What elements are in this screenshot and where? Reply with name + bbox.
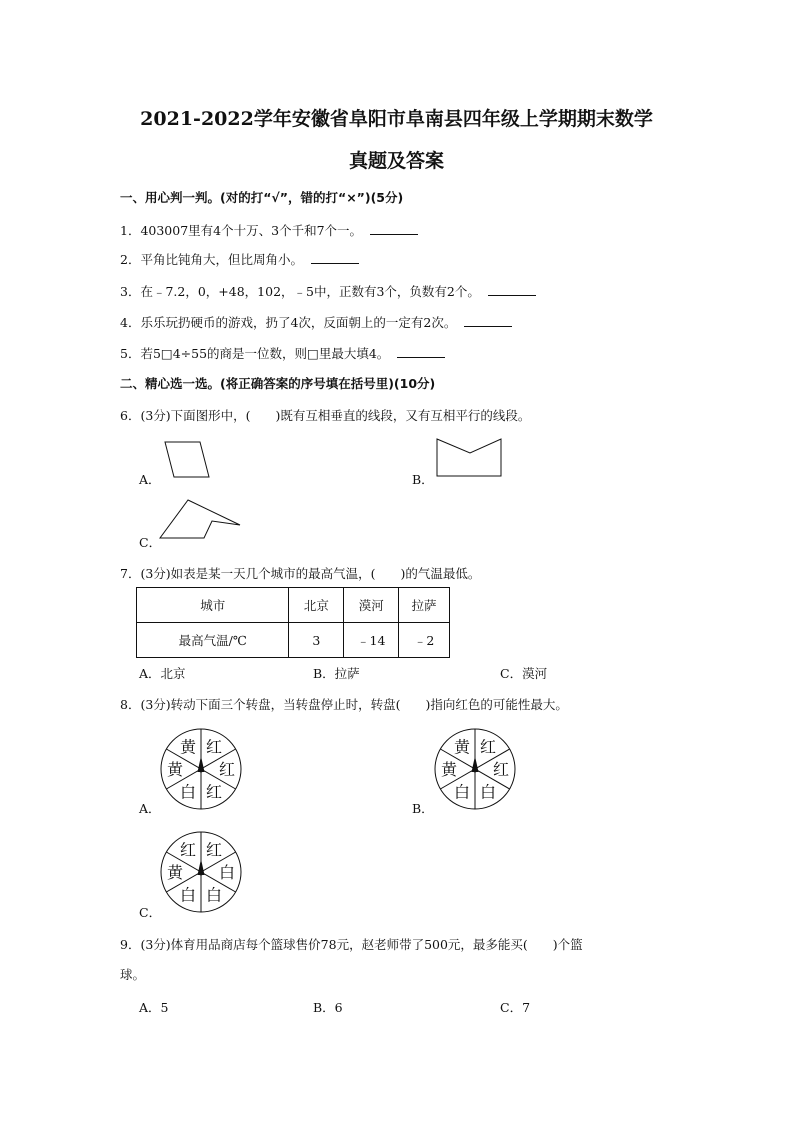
answer-blank-3[interactable] [488,283,536,296]
spinner-sector-label: 红 [218,760,236,779]
answer-blank-2[interactable] [311,251,359,264]
q6-irregular-shape-figure [158,496,248,544]
spinner-hub [473,768,478,773]
table-header-cell: 拉萨 [399,588,450,623]
section2-heading: 二、精心选一选。(将正确答案的序号填在括号里)(10分) [120,376,436,391]
q9-option-c[interactable]: C．7 [500,1000,531,1015]
q9-option-a[interactable]: A．5 [139,1000,169,1015]
question-7-stem: 7．(3分)如表是某一天几个城市的最高气温，( )的气温最低。 [120,566,481,581]
question-2 [120,250,359,268]
q7-option-b[interactable]: B．拉萨 [313,666,360,681]
spinner-sector-label: 白 [218,863,236,882]
spinner-c [158,829,244,915]
spinner-sector-label: 红 [205,840,223,860]
page-title: 2021-2022学年安徽省阜阳市阜南县四年级上学期期末数学 [140,108,653,130]
spinner-sector-label: 白 [479,782,497,802]
table-row [137,623,450,658]
table-cell: ﹣2 [399,623,450,658]
q7-option-c[interactable]: C．漠河 [500,666,548,681]
q9-option-b[interactable]: B．6 [313,1000,343,1015]
spinner-sector-label: 红 [179,840,197,860]
q6-option-b-label[interactable]: B． [412,472,434,487]
spinner-sector-label: 白 [179,885,197,905]
q6-option-c-label[interactable]: C． [139,535,162,550]
question-2-text: 2．平角比钝角大，但比周角小。 [120,252,303,267]
question-1-text: 1．403007里有4个十万、3个千和7个一。 [120,223,363,238]
table-cell: 最高气温/℃ [137,623,289,658]
spinner-hub [199,768,204,773]
table-header-cell: 北京 [289,588,344,623]
question-8-stem: 8．(3分)转动下面三个转盘，当转盘停止时，转盘( )指向红色的可能性最大。 [120,697,568,712]
page-title-line2: 真题及答案 [348,150,444,172]
spinner-sector-label: 黄 [440,760,458,779]
question-5 [120,344,445,362]
question-5-text: 5．若5□4÷55的商是一位数，则□里最大填4。 [120,346,390,361]
answer-blank-4[interactable] [464,314,512,327]
q6-parallelogram-figure [162,440,212,480]
question-3-text: 3．在﹣7.2，0，+48，102，﹣5中，正数有3个，负数有2个。 [120,284,480,299]
question-4 [120,313,512,331]
table-header-cell: 漠河 [344,588,399,623]
question-6-stem: 6．(3分)下面图形中，( )既有互相垂直的线段，又有互相平行的线段。 [120,408,531,423]
spinner-sector-label: 白 [179,782,197,802]
temperature-table [136,587,450,658]
q7-option-a[interactable]: A．北京 [139,666,186,681]
spinner-b [432,726,518,812]
question-4-text: 4．乐乐玩扔硬币的游戏，扔了4次，反面朝上的一定有2次。 [120,315,457,330]
spinner-sector-label: 红 [492,760,510,779]
q6-option-a-label[interactable]: A． [139,472,161,487]
table-header-row [137,588,450,623]
answer-blank-1[interactable] [370,222,418,235]
question-9-stem-line2: 球。 [120,967,146,982]
spinner-sector-label: 黄 [453,737,471,757]
table-cell: ﹣14 [344,623,399,658]
spinner-sector-label: 白 [453,782,471,802]
table-header-cell: 城市 [137,588,289,623]
q8-option-a-label[interactable]: A． [139,801,161,816]
spinner-sector-label: 红 [479,737,497,757]
section1-heading: 一、用心判一判。(对的打“√”，错的打“×”)(5分) [120,190,404,205]
spinner-a [158,726,244,812]
spinner-sector-label: 黄 [166,863,184,882]
q6-notched-shape-figure [434,436,506,480]
question-1 [120,221,418,239]
question-3 [120,282,536,300]
spinner-sector-label: 红 [205,782,223,802]
question-9-stem: 9．(3分)体育用品商店每个篮球售价78元，赵老师带了500元，最多能买( )个篮 [120,937,583,952]
answer-blank-5[interactable] [397,345,445,358]
spinner-sector-label: 黄 [179,737,197,757]
spinner-sector-label: 黄 [166,760,184,779]
spinner-hub [199,871,204,876]
table-cell: 3 [289,623,344,658]
spinner-sector-label: 白 [205,885,223,905]
spinner-sector-label: 红 [205,737,223,757]
q8-option-b-label[interactable]: B． [412,801,434,816]
q8-option-c-label[interactable]: C． [139,905,162,920]
